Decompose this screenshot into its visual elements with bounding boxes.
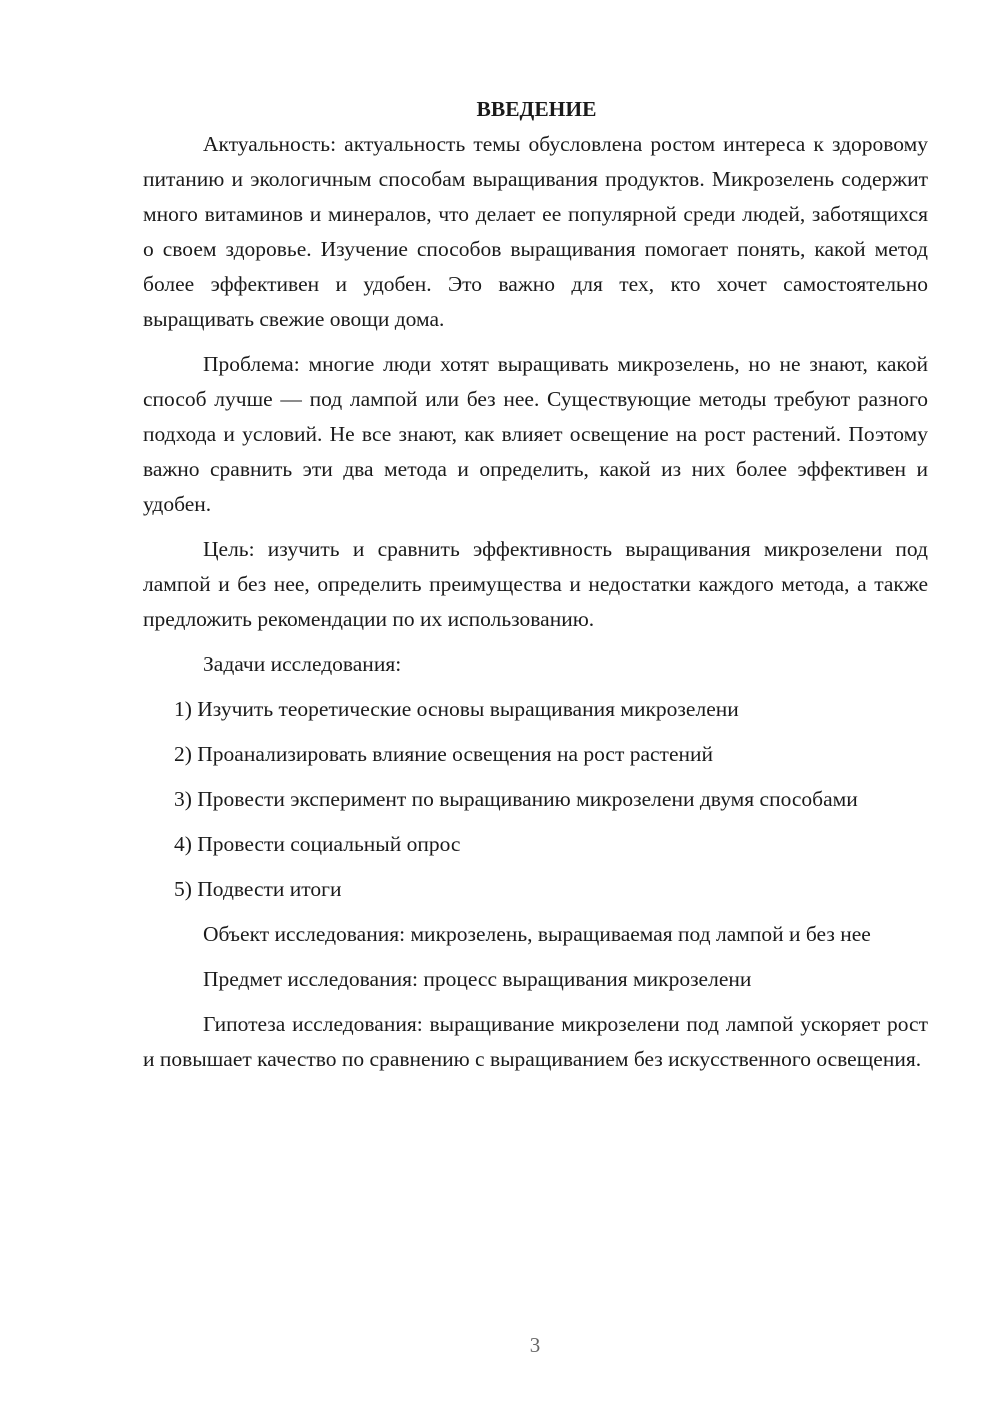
document-page bbox=[143, 92, 928, 1087]
paragraph-problem: Проблема: многие люди хотят выращивать микрозелень, но не знают, какой способ лучше — под лампой или без нее. Существующие методы требуют разного подхода и условий. Не все знают, как влияет освещение на рост растений. Поэтому важно сравнить эти два метода и определить, какой из них более эффективен и удобен. bbox=[143, 352, 928, 516]
tasks-label: Задачи исследования: bbox=[203, 652, 402, 676]
paragraph-relevance: Актуальность: актуальность темы обусловлена ростом интереса к здоровому питанию и экологичным способам выращивания продуктов. Микрозелень содержит много витаминов и минералов, что делает ее популярной среди людей, заботящихся о своем здоровье. Изучение способов выращивания помогает понять, какой метод более эффективен и удобен. Это важно для тех, кто хочет самостоятельно выращивать свежие овощи дома. bbox=[143, 132, 928, 331]
paragraph-subject: Предмет исследования: процесс выращивания микрозелени bbox=[203, 967, 752, 991]
task-item-3: 3) Провести эксперимент по выращиванию микрозелени двумя способами bbox=[174, 787, 858, 811]
task-item-4: 4) Провести социальный опрос bbox=[174, 832, 461, 856]
page-number: 3 bbox=[529, 1333, 541, 1357]
paragraph-hypothesis: Гипотеза исследования: выращивание микрозелени под лампой ускоряет рост и повышает качество по сравнению с выращиванием без искусственного освещения. bbox=[143, 1012, 928, 1071]
paragraph-object: Объект исследования: микрозелень, выращиваемая под лампой и без нее bbox=[203, 922, 871, 946]
paragraph-goal: Цель: изучить и сравнить эффективность выращивания микрозелени под лампой и без нее, определить преимущества и недостатки каждого метода, а также предложить рекомендации по их использованию. bbox=[143, 537, 928, 631]
task-item-2: 2) Проанализировать влияние освещения на рост растений bbox=[174, 742, 714, 766]
section-heading: ВВЕДЕНИЕ bbox=[476, 97, 597, 121]
task-item-5: 5) Подвести итоги bbox=[174, 877, 342, 901]
task-item-1: 1) Изучить теоретические основы выращивания микрозелени bbox=[174, 697, 739, 721]
